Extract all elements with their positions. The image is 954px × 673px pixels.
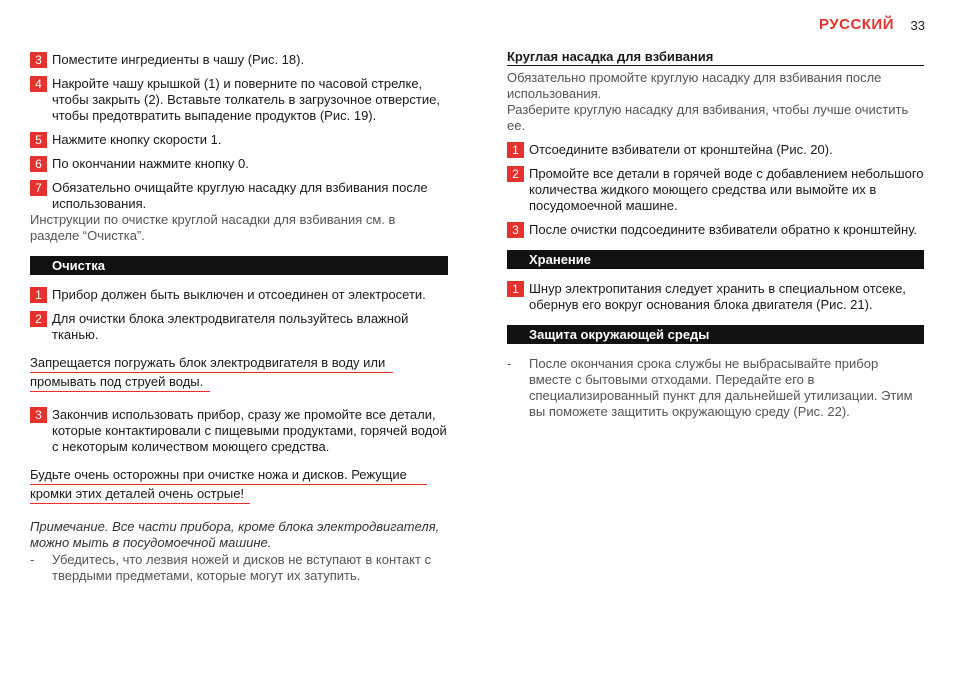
step-text: По окончании нажмите кнопку 0.	[52, 156, 249, 171]
warning-text-line: кромки этих деталей очень острые!	[30, 486, 250, 504]
storage-step-1	[507, 281, 924, 313]
page-number: 33	[910, 18, 925, 33]
step-text: Прибор должен быть выключен и отсоединен от электросети.	[52, 287, 426, 302]
cleaning-step-1	[30, 287, 448, 303]
section-heading-cleaning: Очистка	[30, 256, 448, 275]
step-text: Закончив использовать прибор, сразу же промойте все детали, которые контактировали с пищевыми продуктами, горячей водой с некоторым количеством моющего средства.	[52, 407, 447, 454]
dash-bullet: -	[30, 552, 35, 567]
step-number-badge: 7	[30, 180, 47, 196]
step-5-speed	[30, 132, 448, 148]
warning-text-line: Будьте очень осторожны при очистке ножа и дисков. Режущие	[30, 467, 427, 485]
step-number-badge: 3	[30, 52, 47, 68]
warning-text-line: промывать под струей воды.	[30, 374, 210, 392]
instructions-note: Инструкции по очистке круглой насадки для взбивания см. в разделе “Очистка”.	[30, 212, 396, 243]
right-column	[507, 49, 924, 420]
section-heading-whisk: Круглая насадка для взбивания	[507, 50, 924, 66]
step-7-clean-whisk	[30, 180, 448, 212]
step-text: Обязательно очищайте круглую насадку для взбивания после использования.	[52, 180, 428, 211]
warning-sharp-blades	[30, 467, 448, 505]
step-text: Шнур электропитания следует хранить в специальном отсеке, обернув его вокруг основания блока двигателя (Рис. 21).	[529, 281, 906, 312]
step-number-badge: 1	[30, 287, 47, 303]
step-number-badge: 4	[30, 76, 47, 92]
whisk-step-3	[507, 222, 924, 238]
warning-water	[30, 355, 448, 393]
step-number-badge: 3	[507, 222, 524, 238]
step-3-add-ingredients	[30, 52, 448, 68]
step-4-cover-bowl	[30, 76, 448, 124]
dishwasher-note: Примечание. Все части прибора, кроме блока электродвигателя, можно мыть в посудомоечной машине.	[30, 519, 440, 550]
whisk-step-1	[507, 142, 924, 158]
step-number-badge: 5	[30, 132, 47, 148]
step-text: Накройте чашу крышкой (1) и поверните по часовой стрелке, чтобы закрыть (2). Вставьте толкатель в загрузочное отверстие, чтобы предотвратить выпадение продуктов (Рис. 19).	[52, 76, 440, 123]
whisk-intro-2: Разберите круглую насадку для взбивания, чтобы лучше очистить ее.	[507, 102, 909, 133]
whisk-intro: Обязательно промойте круглую насадку для взбивания после использования.	[507, 70, 882, 101]
dash-item-text: После окончания срока службы не выбрасывайте прибор вместе с бытовыми отходами. Передайте его в специализированный пункт для дальнейшей утилизации. Этим вы поможете защитить окружающую среду (Рис. 22).	[529, 356, 913, 419]
cleaning-step-2	[30, 311, 448, 343]
dash-bullet: -	[507, 356, 512, 371]
dash-list-item	[507, 356, 924, 420]
step-text: После очистки подсоедините взбиватели обратно к кронштейну.	[529, 222, 918, 237]
step-text: Промойте все детали в горячей воде с добавлением небольшого количества жидкого моющего средства или вымойте их в посудомоечной машине.	[529, 166, 924, 213]
step-text: Для очистки блока электродвигателя пользуйтесь влажной тканью.	[52, 311, 409, 342]
step-6-stop	[30, 156, 448, 172]
step-text: Отсоедините взбиватели от кронштейна (Рис. 20).	[529, 142, 833, 157]
step-number-badge: 3	[30, 407, 47, 423]
cleaning-step-3	[30, 407, 448, 455]
left-column	[30, 52, 448, 584]
step-text: Поместите ингредиенты в чашу (Рис. 18).	[52, 52, 305, 67]
whisk-step-2	[507, 166, 924, 214]
step-number-badge: 2	[30, 311, 47, 327]
dash-item-text: Убедитесь, что лезвия ножей и дисков не вступают в контакт с твердыми предметами, которые могут их затупить.	[52, 552, 432, 583]
step-text: Нажмите кнопку скорости 1.	[52, 132, 222, 147]
step-number-badge: 2	[507, 166, 524, 182]
step-number-badge: 6	[30, 156, 47, 172]
warning-text-line: Запрещается погружать блок электродвигателя в воду или	[30, 355, 393, 373]
step-number-badge: 1	[507, 142, 524, 158]
step-number-badge: 1	[507, 281, 524, 297]
section-heading-environment: Защита окружающей среды	[507, 325, 924, 344]
section-heading-storage: Хранение	[507, 250, 924, 269]
language-label: РУССКИЙ	[818, 16, 894, 33]
dash-list-item	[30, 552, 448, 584]
